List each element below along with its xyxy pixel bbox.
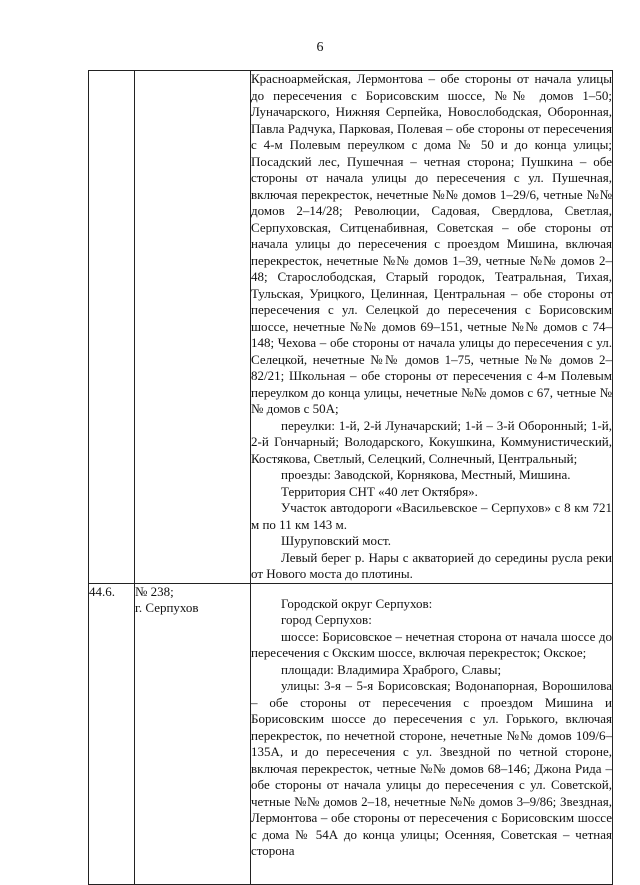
district-cell [135, 71, 251, 584]
address-description-cell [251, 583, 613, 884]
page-number: 6 [316, 40, 324, 55]
paragraph: Красноармейская, Лермонтова – обе стороны от начала улицы до пересечения с Борисовским шоссе, №№ домов 1–50; Луначарского, Нижняя Серпейка, Новослободская, Оборонная, Павла Радчука, Парковая, Полевая – обе стороны от пересечения с 4-м Полевым переулком с дома № 50 и до конца улицы; Посадский лес, Пушечная – четная сторона; Пушкина – обе стороны от начала улицы до пересечения с ул. Пушечная, включая перекресток, нечетные №№ домов 1–29/6, четные №№ домов 2–14/28; Революции, Садовая, Свердлова, Светлая, Серпуховская, Ситценабивная, Советская – обе стороны от начала улицы до пересечения с проездом Мишина, включая перекресток, нечетные №№ домов 1–39, четные №№ домов 2–48; Старослободская, Старый городок, Театральная, Тихая, Тульская, Урицкого, Целинная, Центральная – обе стороны от пересечения с ул. Селецкой до пересечения с Борисовским шоссе, нечетные №№ домов 69–151, четные №№ домов с 74–148; Чехова – обе стороны от начала улицы до пересечения с ул. Селецкой, нечетные №№ домов 1–75, четные №№ домов 2–82/21; Школьная – обе стороны от пересечения с 4-м Полевым переулком до конца улицы, нечетные №№ домов с 67, четные №№ домов с 50А; [251, 71, 612, 416]
paragraph: шоссе: Борисовское – нечетная сторона от начала шоссе до пересечения с Окским шоссе, включая перекресток; Окское; [251, 628, 612, 660]
district-cell [135, 583, 251, 884]
address-description-cell [251, 71, 613, 584]
row-number-cell: 44.6. [89, 583, 135, 884]
streets-table [88, 70, 613, 885]
row-number-cell [89, 71, 135, 584]
table-row [89, 71, 613, 584]
paragraph: площади: Владимира Храброго, Славы; [281, 661, 502, 677]
district-number: № 238; [135, 583, 174, 599]
paragraph: улицы: 3-я – 5-я Борисовская; Водонапорная, Ворошилова – обе стороны от пересечения с проездом Мишина и Борисовским шоссе до пересечения с ул. Горького, включая перекресток, по нечетной стороне, нечетные №№ домов 109/6–135А, и до пересечения с ул. Звездной по четной стороне, включая перекресток, четные №№ домов 68–146; Джона Рида – обе стороны от начала улицы до пересечения с ул. Советской, четные №№ домов 2–18, нечетные №№ домов 3–9/86; Звездная, Лермонтова – обе стороны от пересечения с Борисовским шоссе с дома № 54А до конца улицы; Осенняя, Советская – четная сторона [251, 678, 612, 858]
paragraph: Левый берег р. Нары с акваторией до середины русла реки от Нового моста до плотины. [251, 549, 612, 581]
district-city: г. Серпухов [135, 600, 199, 615]
paragraph: Шуруповский мост. [281, 533, 391, 548]
paragraph: переулки: 1-й, 2-й Луначарский; 1-й – 3-й Оборонный; 1-й, 2-й Гончарный; Володарского, Кокушкина, Коммунистический, Костякова, Светлый, Селецкий, Солнечный, Центральный; [251, 417, 612, 466]
table-row [89, 583, 613, 884]
paragraph: город Серпухов: [281, 612, 372, 627]
paragraph: Участок автодороги «Васильевское – Серпухов» с 8 км 721 м по 11 км 143 м. [251, 500, 612, 532]
paragraph: Городской округ Серпухов: [281, 595, 433, 611]
paragraph: Территория СНТ «40 лет Октября». [281, 483, 478, 499]
paragraph: проезды: Заводской, Корнякова, Местный, Мишина. [281, 467, 571, 482]
